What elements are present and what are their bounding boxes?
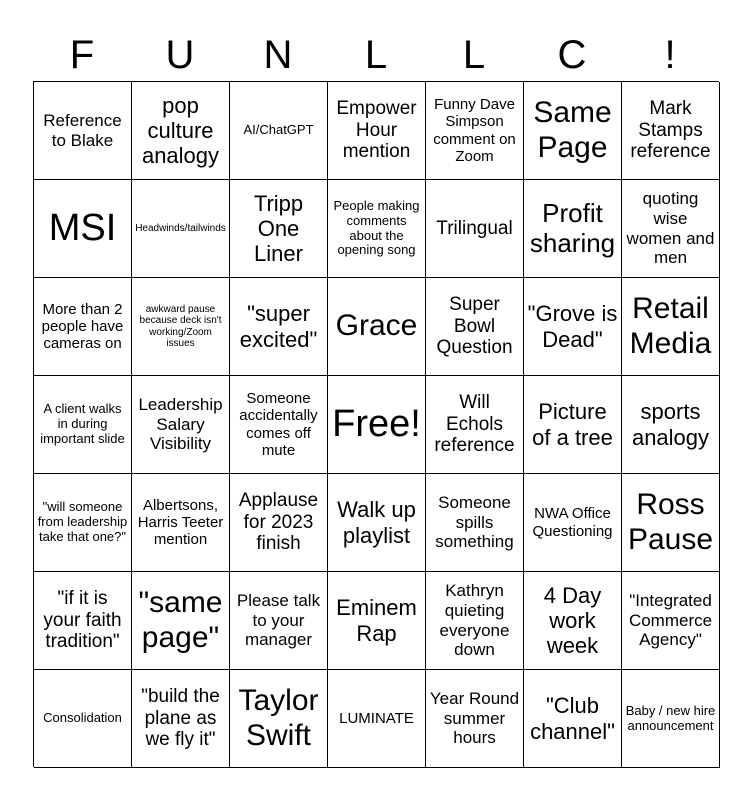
bingo-cell: Trilingual [426,180,524,278]
bingo-cell: AI/ChatGPT [230,82,328,180]
bingo-cell: Please talk to your manager [230,572,328,670]
bingo-cell: Ross Pause [622,474,720,572]
bingo-cell: Free! [328,376,426,474]
bingo-cell: 4 Day work week [524,572,622,670]
bingo-cell: Baby / new hire announcement [622,670,720,768]
bingo-cell: sports analogy [622,376,720,474]
bingo-cell: Same Page [524,82,622,180]
bingo-grid [33,81,719,767]
bingo-cell: Grace [328,278,426,376]
header-letter: L [462,33,486,77]
bingo-cell: "same page" [132,572,230,670]
bingo-cell: Leadership Salary Visibility [132,376,230,474]
bingo-cell: Picture of a tree [524,376,622,474]
bingo-cell: pop culture analogy [132,82,230,180]
bingo-cell: quoting wise women and men [622,180,720,278]
bingo-cell: Retail Media [622,278,720,376]
bingo-cell: Super Bowl Question [426,278,524,376]
bingo-cell: Taylor Swift [230,670,328,768]
bingo-cell: Empower Hour mention [328,82,426,180]
bingo-cell: Headwinds/tailwinds [132,180,230,278]
bingo-header [33,28,719,82]
bingo-cell: Someone accidentally comes off mute [230,376,328,474]
header-letter: C [557,33,587,77]
bingo-cell: Walk up playlist [328,474,426,572]
bingo-cell: "Grove is Dead" [524,278,622,376]
bingo-cell: Someone spills something [426,474,524,572]
bingo-cell: "Club channel" [524,670,622,768]
bingo-cell: Tripp One Liner [230,180,328,278]
bingo-cell: LUMINATE [328,670,426,768]
bingo-cell: Albertsons, Harris Teeter mention [132,474,230,572]
bingo-cell: Consolidation [34,670,132,768]
bingo-cell: "Integrated Commerce Agency" [622,572,720,670]
bingo-cell: Kathryn quieting everyone down [426,572,524,670]
bingo-cell: Reference to Blake [34,82,132,180]
bingo-cell: People making comments about the opening song [328,180,426,278]
bingo-cell: Funny Dave Simpson comment on Zoom [426,82,524,180]
bingo-cell: More than 2 people have cameras on [34,278,132,376]
bingo-cell: Applause for 2023 finish [230,474,328,572]
header-letter: F [69,33,95,77]
bingo-cell: Eminem Rap [328,572,426,670]
header-letter: ! [664,33,676,77]
bingo-cell: MSI [34,180,132,278]
bingo-cell: A client walks in during important slide [34,376,132,474]
bingo-cell: Profit sharing [524,180,622,278]
bingo-cell: "build the plane as we fly it" [132,670,230,768]
bingo-cell: awkward pause because deck isn't working/Zoom issues [132,278,230,376]
header-letter: L [364,33,388,77]
bingo-cell: NWA Office Questioning [524,474,622,572]
bingo-cell: Year Round summer hours [426,670,524,768]
bingo-cell: "will someone from leadership take that one?" [34,474,132,572]
header-letter: N [263,33,293,77]
bingo-cell: "if it is your faith tradition" [34,572,132,670]
bingo-cell: "super excited" [230,278,328,376]
bingo-cell: Mark Stamps reference [622,82,720,180]
bingo-cell: Will Echols reference [426,376,524,474]
header-letter: U [165,33,195,77]
